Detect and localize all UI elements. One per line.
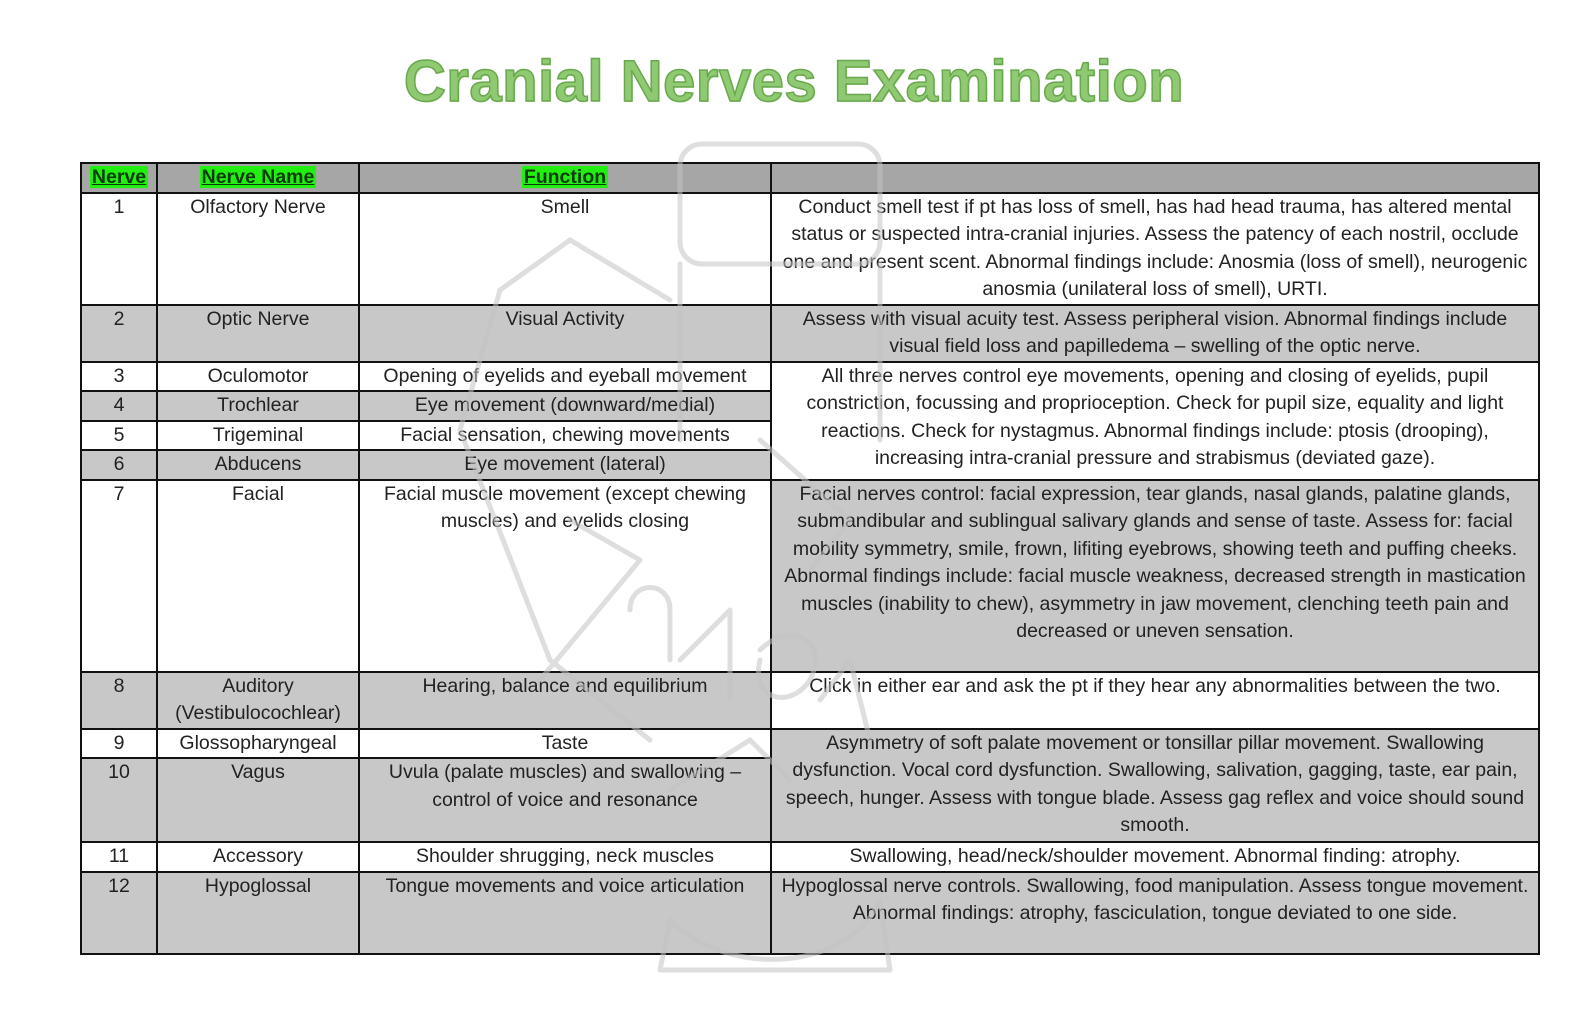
nerve-name: Accessory: [157, 842, 359, 872]
nerve-name: Facial: [157, 480, 359, 672]
header-cell-function: [359, 163, 771, 193]
nerve-name: Oculomotor: [157, 362, 359, 392]
nerve-assessment: Conduct smell test if pt has loss of smell, has had head trauma, has altered mental status or suspected intra-cranial injuries. Assess the patency of each nostril, occlude one and present scent. Abnormal findings include: Anosmia (loss of smell), neurogenic anosmia (unilateral loss of smell), URTI.: [771, 193, 1539, 305]
nerve-number: 5: [81, 421, 157, 451]
nerve-name: Olfactory Nerve: [157, 193, 359, 305]
nerve-number: 1: [81, 193, 157, 305]
table-row: [81, 872, 1539, 954]
nerve-number: 8: [81, 672, 157, 729]
nerve-function: Eye movement (downward/medial): [359, 391, 771, 421]
nerve-assessment: All three nerves control eye movements, opening and closing of eyelids, pupil constriction, focussing and proprioception. Check for pupil size, equality and light reactions. Check for nystagmus. Abnormal findings include: ptosis (drooping), increasing intra-cranial pressure and strabismus (deviated gaze).: [771, 362, 1539, 480]
nerve-assessment: Facial nerves control: facial expression, tear glands, nasal glands, palatine glands, submandibular and sublingual salivary glands and sense of taste. Assess for: facial mobility symmetry, smile, frown, lifiting eyebrows, showing teeth and puffing cheeks. Abnormal findings include: facial muscle weakness, decreased strength in mastication muscles (inability to chew), asymmetry in jaw movement, clenching teeth pain and decreased or uneven sensation.: [771, 480, 1539, 672]
nerve-assessment: Click in either ear and ask the pt if they hear any abnormalities between the two.: [771, 672, 1539, 729]
nerve-number: 11: [81, 842, 157, 872]
nerve-name: Trochlear: [157, 391, 359, 421]
nerve-function: Eye movement (lateral): [359, 450, 771, 480]
nerve-number: 6: [81, 450, 157, 480]
nerve-function: Visual Activity: [359, 305, 771, 362]
table-row: [81, 672, 1539, 729]
nerve-assessment: Hypoglossal nerve controls. Swallowing, food manipulation. Assess tongue movement. Abnormal findings: atrophy, fasciculation, tongue deviated to one side.: [771, 872, 1539, 954]
nerve-number: 9: [81, 729, 157, 759]
table-row: [81, 305, 1539, 362]
table-header-row: [81, 163, 1539, 193]
nerve-number: 3: [81, 362, 157, 392]
nerve-function: Facial muscle movement (except chewing muscles) and eyelids closing: [359, 480, 771, 672]
nerve-name: Optic Nerve: [157, 305, 359, 362]
nerve-function: Shoulder shrugging, neck muscles: [359, 842, 771, 872]
table-row: [81, 842, 1539, 872]
table-row: [81, 193, 1539, 305]
nerve-function: Hearing, balance and equilibrium: [359, 672, 771, 729]
nerve-name: Auditory (Vestibulocochlear): [157, 672, 359, 729]
nerve-function: Opening of eyelids and eyeball movement: [359, 362, 771, 392]
cranial-nerves-table: [80, 162, 1540, 955]
nerve-function: Tongue movements and voice articulation: [359, 872, 771, 954]
nerve-function: Facial sensation, chewing movements: [359, 421, 771, 451]
nerve-number: 2: [81, 305, 157, 362]
nerve-name: Vagus: [157, 758, 359, 842]
table-row: [81, 729, 1539, 759]
nerve-number: 12: [81, 872, 157, 954]
header-nerve: Nerve: [91, 166, 147, 188]
nerve-number: 7: [81, 480, 157, 672]
nerve-function: Taste: [359, 729, 771, 759]
nerve-assessment: Assess with visual acuity test. Assess peripheral vision. Abnormal findings include visual field loss and papilledema – swelling of the optic nerve.: [771, 305, 1539, 362]
nerve-assessment: Swallowing, head/neck/shoulder movement. Abnormal finding: atrophy.: [771, 842, 1539, 872]
header-cell-assessment: [771, 163, 1539, 193]
header-cell-nerve: [81, 163, 157, 193]
nerve-function: Smell: [359, 193, 771, 305]
nerve-name: Abducens: [157, 450, 359, 480]
nerve-number: 4: [81, 391, 157, 421]
table-row: [81, 362, 1539, 392]
nerve-assessment: Asymmetry of soft palate movement or tonsillar pillar movement. Swallowing dysfunction. Vocal cord dysfunction. Swallowing, salivation, gagging, taste, ear pain, speech, hunger. Assess with tongue blade. Assess gag reflex and voice should sound smooth.: [771, 729, 1539, 843]
nerve-number: 10: [81, 758, 157, 842]
nerve-name: Hypoglossal: [157, 872, 359, 954]
nerve-name: Glossopharyngeal: [157, 729, 359, 759]
header-function: Function: [523, 166, 607, 188]
nerve-name: Trigeminal: [157, 421, 359, 451]
nerve-function: Uvula (palate muscles) and swallowing – control of voice and resonance: [359, 758, 771, 842]
table-row: [81, 480, 1539, 672]
header-cell-name: [157, 163, 359, 193]
page-title: Cranial Nerves Examination: [403, 49, 1185, 114]
header-nerve-name: Nerve Name: [201, 166, 315, 188]
